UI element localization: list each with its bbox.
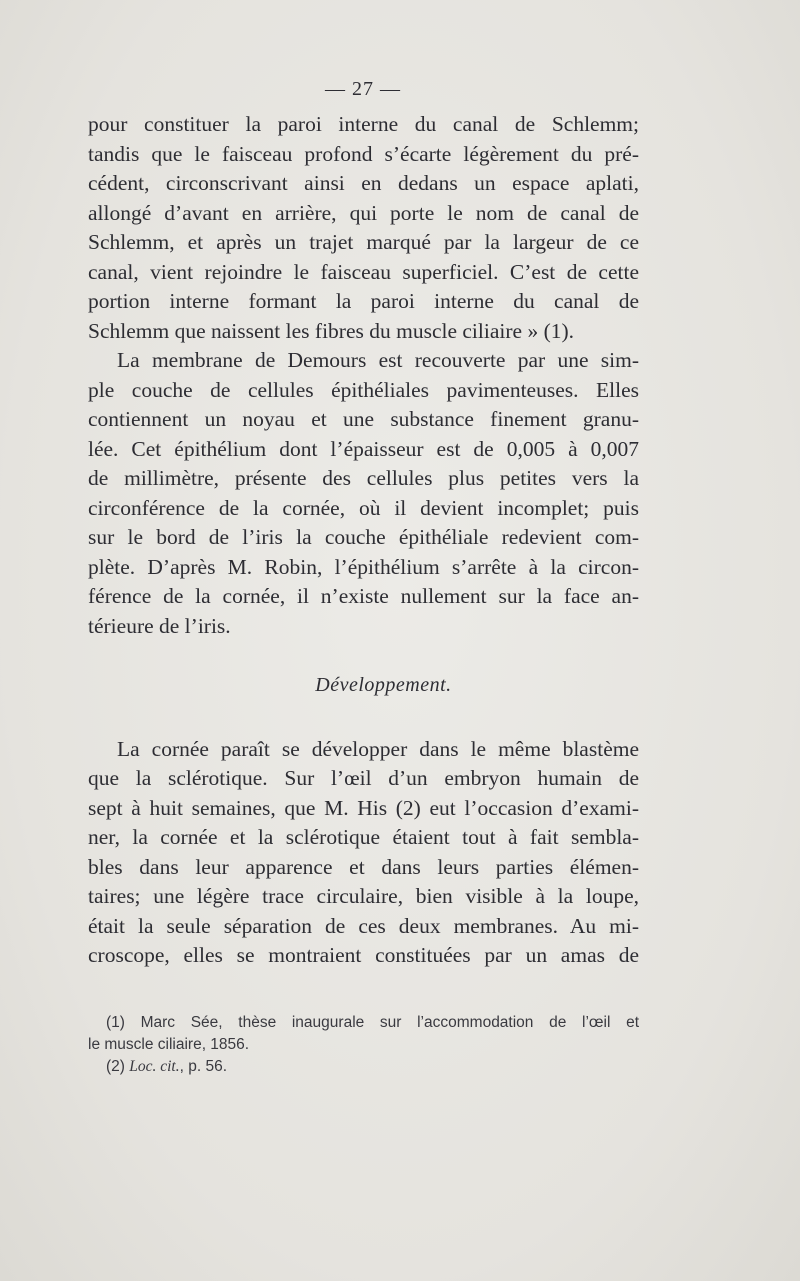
- paragraph-continuation: [88, 110, 639, 346]
- text-line: cédent, circonscrivant ainsi en dedans un espace aplati,: [88, 171, 639, 195]
- text-line: ner, la cornée et la sclérotique étaient tout à fait sembla-: [88, 825, 639, 849]
- text-line: Schlemm que naissent les fibres du muscle ciliaire » (1).: [88, 318, 575, 343]
- text-line: taires; une légère trace circulaire, bien visible à la loupe,: [88, 884, 639, 908]
- text-line: Schlemm, et après un trajet marqué par la largeur de ce: [88, 230, 639, 254]
- footnote-2-page: , p. 56.: [179, 1058, 228, 1075]
- text-line: circonférence de la cornée, où il devient incomplet; puis: [88, 495, 639, 520]
- text-line: bles dans leur apparence et dans leurs parties élémen-: [88, 854, 639, 879]
- text-line: ple couche de cellules épithéliales pavimenteuses. Elles: [88, 377, 639, 402]
- footnote-2: [88, 1056, 639, 1078]
- text-line: croscope, elles se montraient constituées par un amas de: [88, 943, 639, 967]
- text-line: térieure de l’iris.: [88, 613, 231, 638]
- page-number: — 27 —: [325, 78, 401, 100]
- footnote-1-line-1: (1) Marc Sée, thèse inaugurale sur l’accommodation de l’œil et: [106, 1014, 639, 1031]
- body-text: [88, 110, 639, 971]
- text-line: pour constituer la paroi interne du canal de Schlemm;: [88, 112, 639, 136]
- text-line: portion interne formant la paroi interne du canal de: [88, 289, 639, 313]
- section-heading: Développement.: [315, 674, 452, 696]
- footnotes: [88, 1012, 639, 1078]
- text-line: lée. Cet épithélium dont l’épaisseur est de 0,005 à 0,007: [88, 436, 639, 461]
- text-line: sur le bord de l’iris la couche épithéliale redevient com-: [88, 525, 639, 549]
- paragraph-development: [88, 735, 639, 971]
- text-line: de millimètre, présente des cellules plus petites vers la: [88, 466, 639, 490]
- text-line: était la seule séparation de ces deux membranes. Au mi-: [88, 913, 639, 938]
- text-line: sept à huit semaines, que M. His (2) eut l’occasion d’exami-: [88, 795, 639, 820]
- text-line: La cornée paraît se développer dans le même blastème: [117, 736, 639, 761]
- text-line: tandis que le faisceau profond s’écarte légèrement du pré-: [88, 141, 639, 166]
- text-line: férence de la cornée, il n’existe nullement sur la face an-: [88, 584, 639, 608]
- text-line: La membrane de Demours est recouverte par une sim-: [117, 348, 639, 372]
- text-line: plète. D’après M. Robin, l’épithélium s’arrête à la circon-: [88, 554, 639, 579]
- paragraph-demours-membrane: [88, 346, 639, 641]
- text-line: que la sclérotique. Sur l’œil d’un embryon humain de: [88, 766, 639, 790]
- text-line: contiennent un noyau et une substance finement granu-: [88, 407, 639, 431]
- footnote-2-citation: Loc. cit.: [129, 1058, 180, 1075]
- footnote-1-line-2: le muscle ciliaire, 1856.: [88, 1036, 250, 1053]
- text-line: allongé d’avant en arrière, qui porte le nom de canal de: [88, 200, 639, 225]
- footnote-2-number: (2): [106, 1058, 130, 1075]
- text-line: canal, vient rejoindre le faisceau superficiel. C’est de cette: [88, 259, 639, 284]
